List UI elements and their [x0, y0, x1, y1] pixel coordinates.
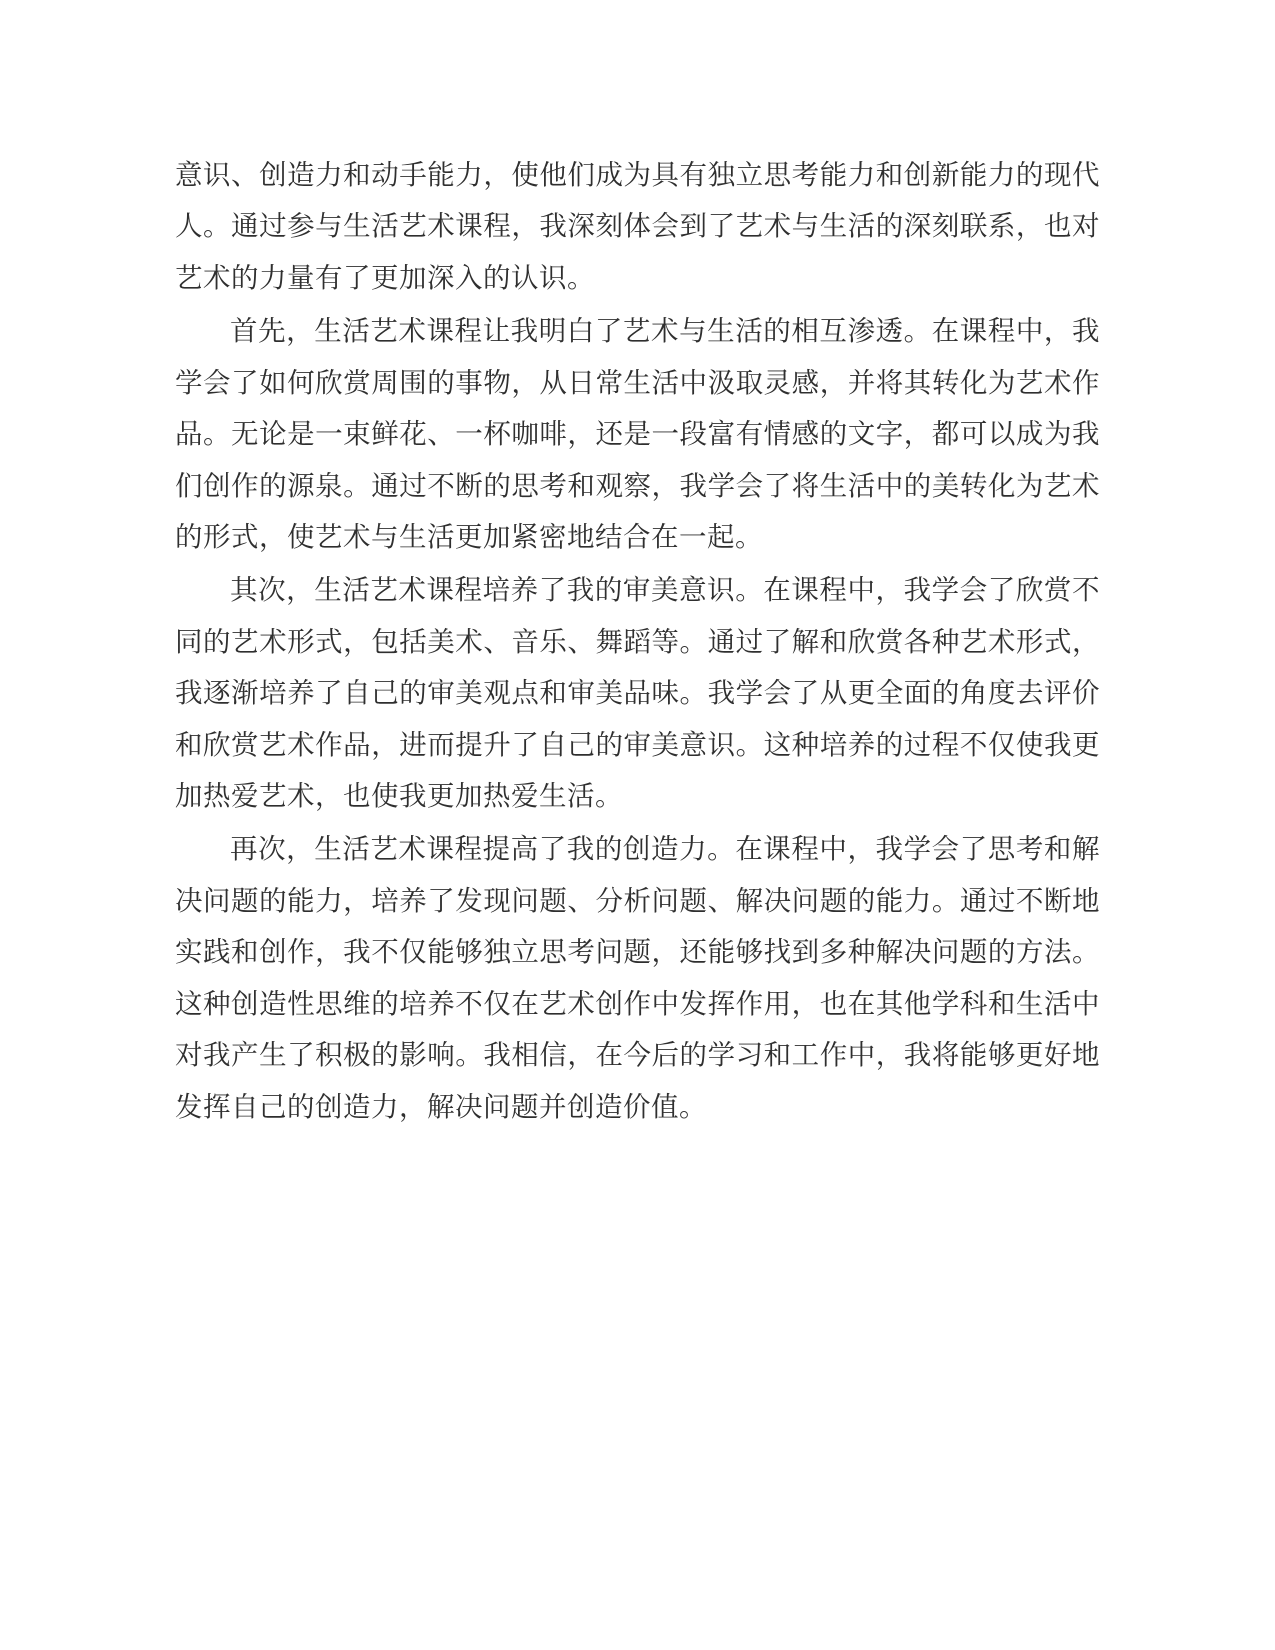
paragraph: 其次，生活艺术课程培养了我的审美意识。在课程中，我学会了欣赏不同的艺术形式，包括美术、音乐、舞蹈等。通过了解和欣赏各种艺术形式，我逐渐培养了自己的审美观点和审美品味。我学会了从更全面的角度去评价和欣赏艺术作品，进而提升了自己的审美意识。这种培养的过程不仅使我更加热爱艺术，也使我更加热爱生活。	[175, 574, 1100, 813]
paragraph: 再次，生活艺术课程提高了我的创造力。在课程中，我学会了思考和解决问题的能力，培养了发现问题、分析问题、解决问题的能力。通过不断地实践和创作，我不仅能够独立思考问题，还能够找到多种解决问题的方法。这种创造性思维的培养不仅在艺术创作中发挥作用，也在其他学科和生活中对我产生了积极的影响。我相信，在今后的学习和工作中，我将能够更好地发挥自己的创造力，解决问题并创造价值。	[175, 833, 1100, 1123]
paragraph: 首先，生活艺术课程让我明白了艺术与生活的相互渗透。在课程中，我学会了如何欣赏周围的事物，从日常生活中汲取灵感，并将其转化为艺术作品。无论是一束鲜花、一杯咖啡，还是一段富有情感的文字，都可以成为我们创作的源泉。通过不断的思考和观察，我学会了将生活中的美转化为艺术的形式，使艺术与生活更加紧密地结合在一起。	[175, 315, 1100, 553]
paragraph: 意识、创造力和动手能力，使他们成为具有独立思考能力和创新能力的现代人。通过参与生活艺术课程，我深刻体会到了艺术与生活的深刻联系，也对艺术的力量有了更加深入的认识。	[175, 159, 1100, 294]
document-body	[175, 150, 1100, 1133]
